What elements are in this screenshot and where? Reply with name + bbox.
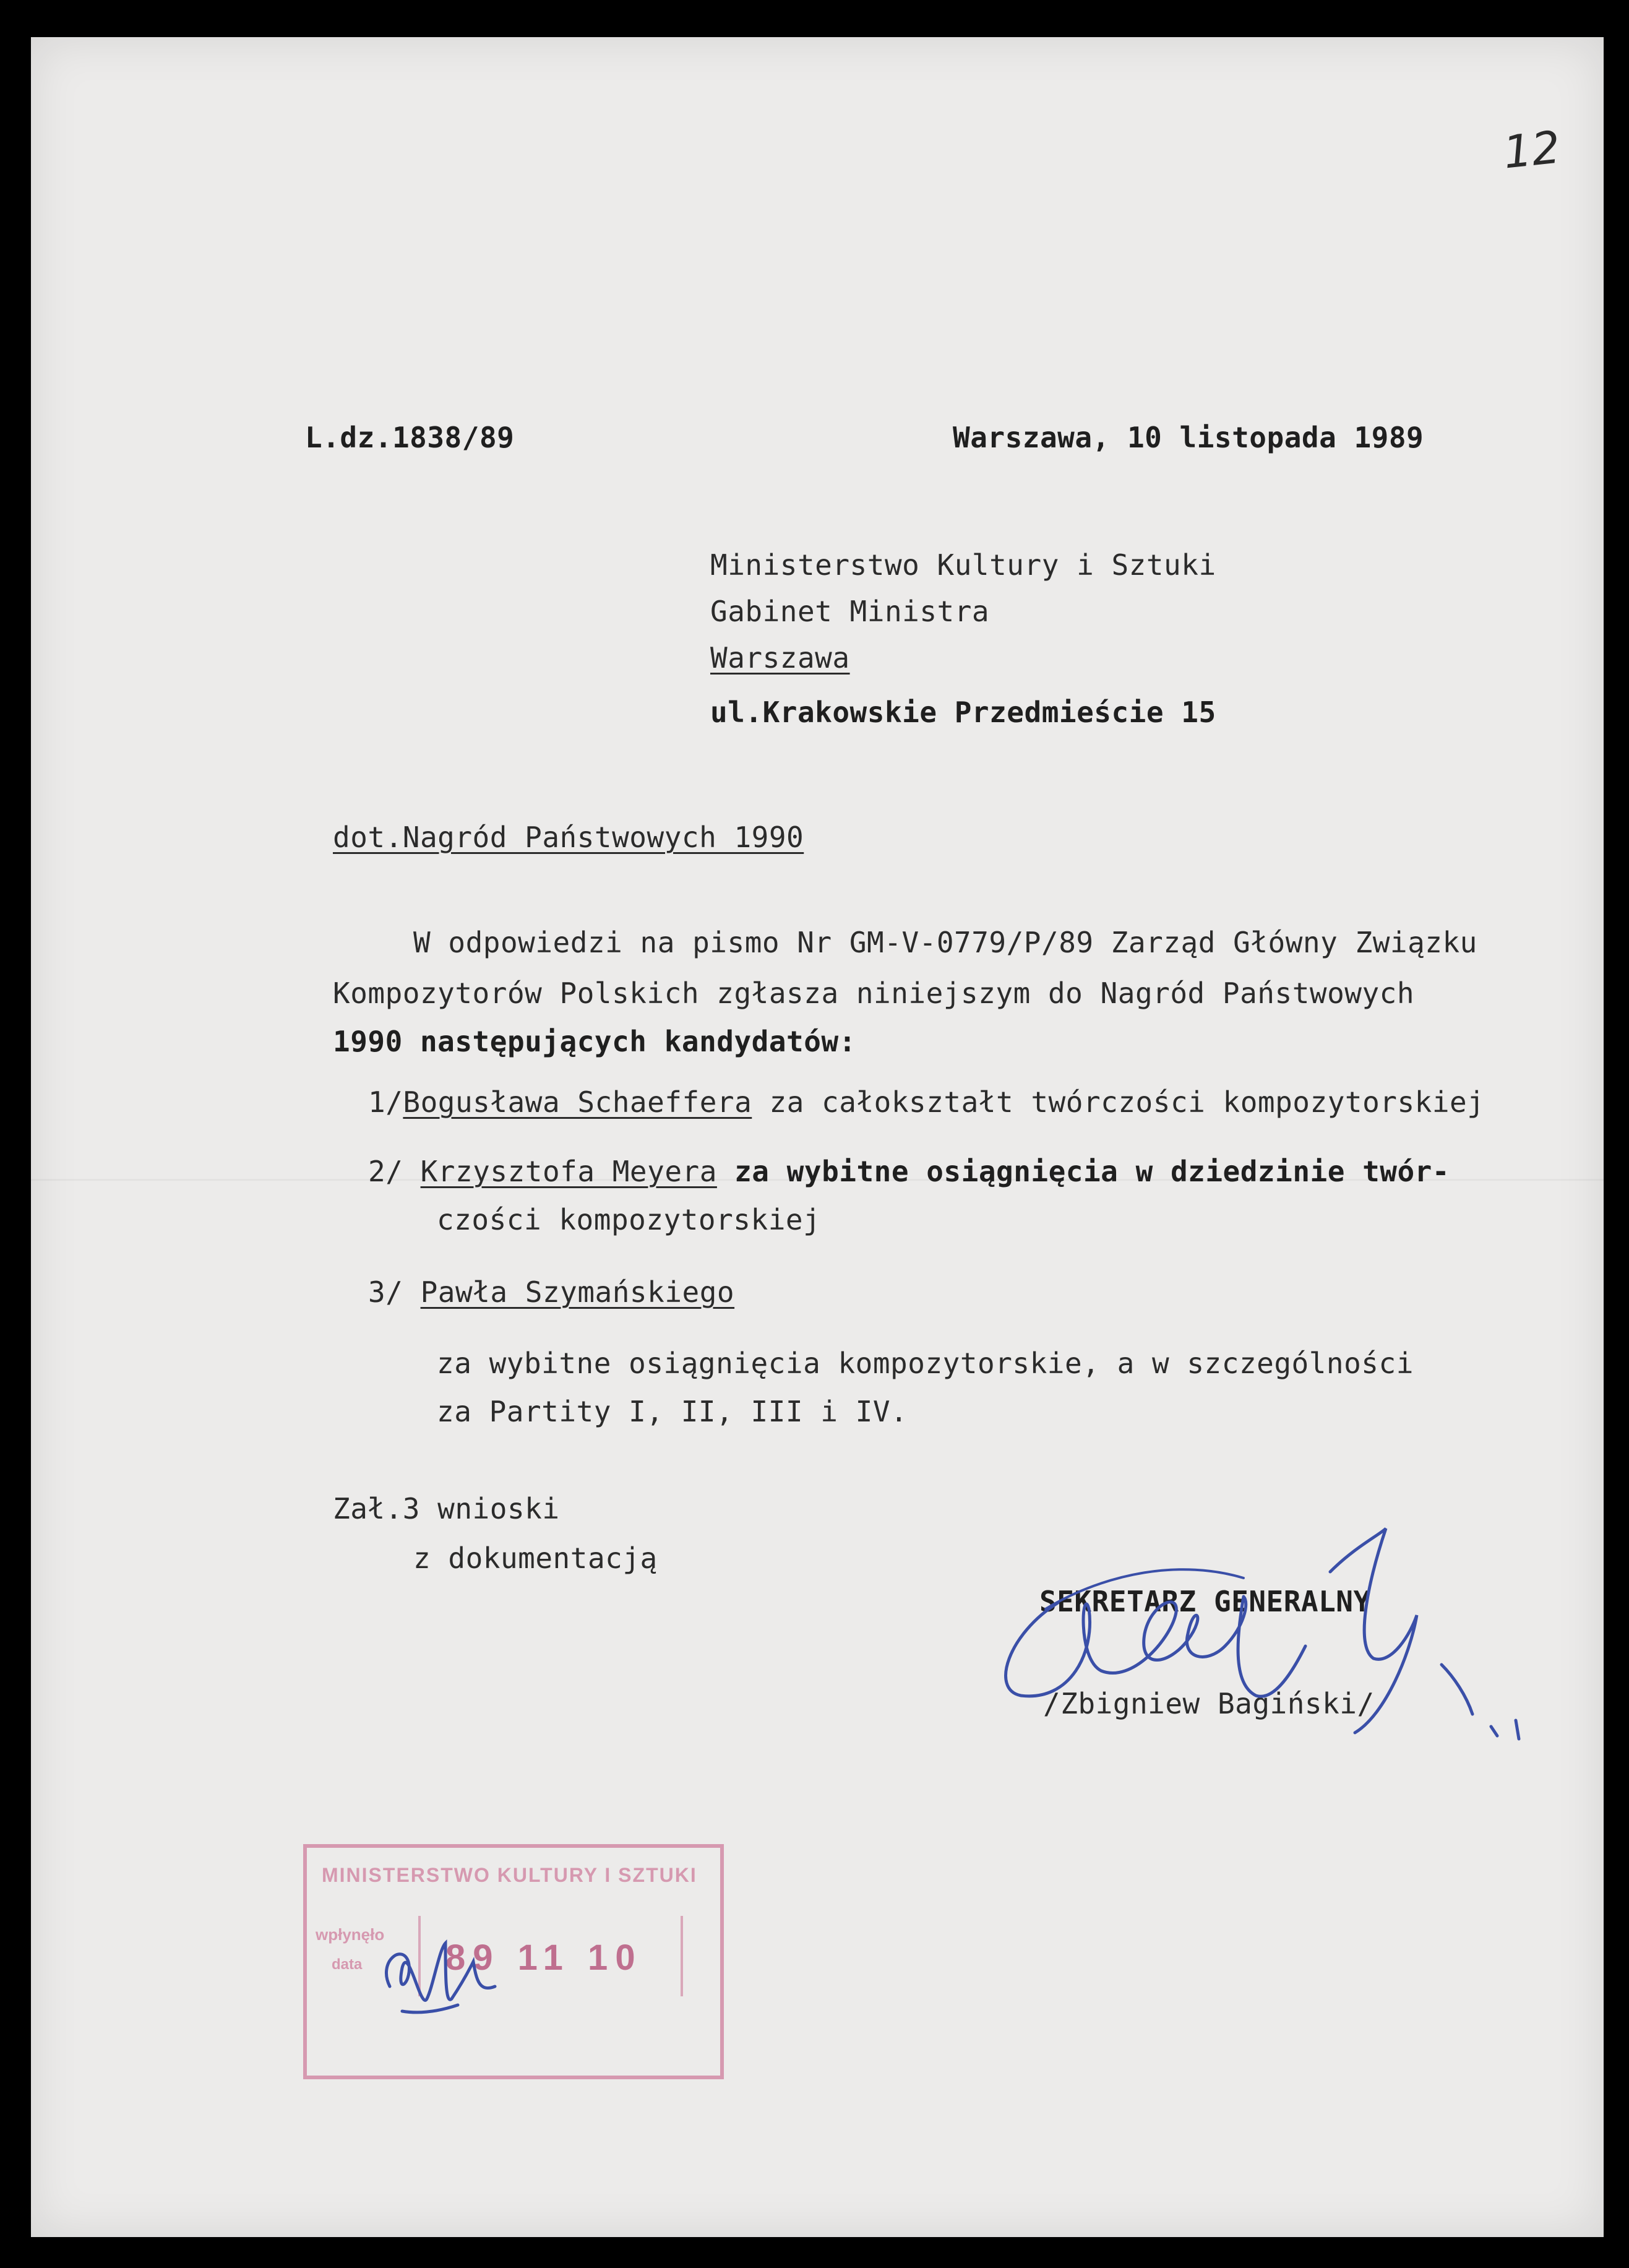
candidate-3-reason-line-1: za wybitne osiągnięcia kompozytorskie, a w szczególności bbox=[437, 1347, 1414, 1380]
candidate-2-reason-line-1: za wybitne osiągnięcia w dziedzinie twór- bbox=[716, 1155, 1450, 1188]
recipient-line-2: Gabinet Ministra bbox=[710, 595, 990, 628]
stamp-date-label: data bbox=[332, 1956, 363, 1973]
letter-page bbox=[31, 37, 1604, 2237]
signature-name: /Zbigniew Bagiński/ bbox=[1043, 1687, 1375, 1720]
recipient-line-3: Warszawa bbox=[710, 641, 850, 675]
candidate-3-number: 3/ bbox=[368, 1275, 403, 1309]
attachments-line-2: z dokumentacją bbox=[413, 1541, 658, 1575]
body-line-3: 1990 następujących kandydatów: bbox=[333, 1025, 856, 1058]
candidate-2-name: Krzysztofa Meyera bbox=[420, 1155, 717, 1188]
candidate-2-reason-line-2: czości kompozytorskiej bbox=[437, 1203, 821, 1236]
stamp-received-label: wpłynęło bbox=[316, 1925, 385, 1944]
body-line-1: W odpowiedzi na pismo Nr GM-V-0779/P/89 Zarząd Główny Związku bbox=[413, 926, 1477, 959]
attachments-line-1: Zał.3 wnioski bbox=[333, 1492, 560, 1525]
candidate-1-name: Bogusława Schaeffera bbox=[403, 1085, 752, 1119]
reference-number: L.dz.1838/89 bbox=[305, 421, 515, 454]
stamp-initials bbox=[365, 1925, 526, 2017]
candidate-3-reason-line-2: za Partity I, II, III i IV. bbox=[437, 1395, 908, 1428]
page-number: 12 bbox=[1500, 121, 1563, 179]
recipient-line-4: ul.Krakowskie Przedmieście 15 bbox=[710, 696, 1216, 729]
subject-line: dot.Nagród Państwowych 1990 bbox=[333, 821, 804, 854]
candidate-2 bbox=[368, 1157, 1450, 1186]
candidate-2-number: 2/ bbox=[368, 1155, 403, 1188]
recipient-line-1: Ministerstwo Kultury i Sztuki bbox=[710, 548, 1216, 582]
handwritten-signature bbox=[984, 1510, 1553, 1770]
candidate-1 bbox=[368, 1085, 1485, 1119]
candidate-3 bbox=[368, 1275, 735, 1309]
signature-title: SEKRETARZ GENERALNY bbox=[1039, 1585, 1371, 1618]
stamp-date-value: 89 11 10 bbox=[445, 1938, 643, 1978]
candidate-1-reason: za całokształt twórczości kompozytorskiej bbox=[752, 1085, 1485, 1119]
candidate-3-name: Pawła Szymańskiego bbox=[420, 1275, 735, 1309]
place-date: Warszawa, 10 listopada 1989 bbox=[953, 421, 1424, 454]
stamp-header: MINISTERSTWO KULTURY I SZTUKI bbox=[322, 1864, 697, 1886]
body-line-2: Kompozytorów Polskich zgłasza niniejszym do Nagród Państwowych bbox=[333, 977, 1415, 1010]
candidate-1-number: 1/ bbox=[368, 1085, 403, 1119]
